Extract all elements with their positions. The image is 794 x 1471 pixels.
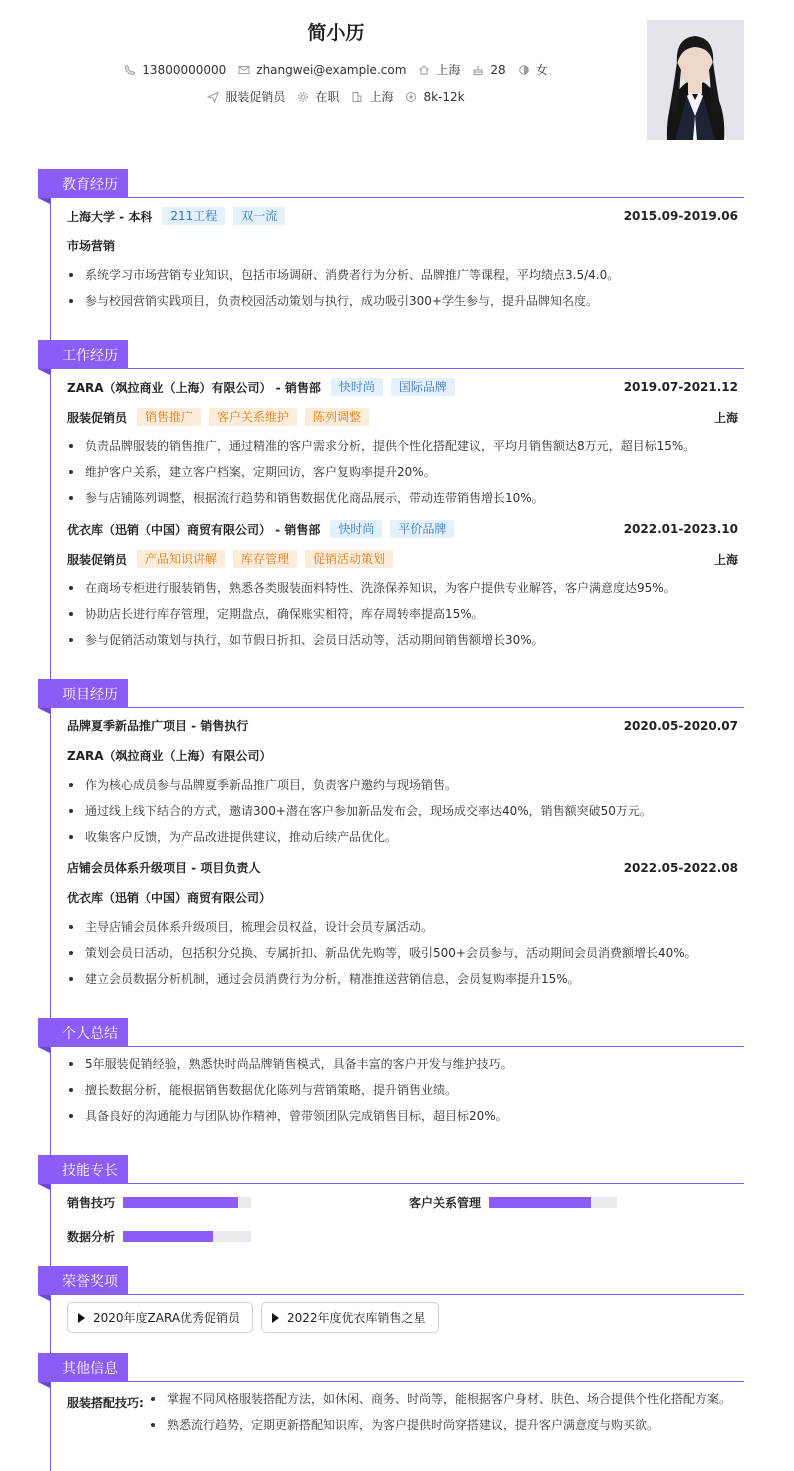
skill-bar-fill: [123, 1231, 213, 1242]
project-bullets: [67, 772, 738, 850]
list-item: 主导店铺会员体系升级项目，梳理会员权益，设计会员专属活动。: [67, 914, 738, 940]
list-item: 策划会员日活动，包括积分兑换、专属折扣、新品优先购等，吸引500+会员参与，活动期间会员消费额增长40%。: [67, 940, 738, 966]
section-header: [38, 169, 744, 198]
tag-badge: 国际品牌: [391, 378, 455, 396]
section-title: 工作经历: [38, 340, 128, 369]
salary-item: [405, 90, 464, 104]
email-text: zhangwei@example.com: [256, 62, 407, 77]
section-divider: [128, 1294, 744, 1295]
tag-badge: 双一流: [233, 207, 285, 225]
tag-badge: 平价品牌: [390, 520, 454, 538]
project-org-row: [67, 889, 738, 906]
list-item: 参与校园营销实践项目，负责校园活动策划与执行，成功吸引300+学生参与，提升品牌知名度。: [67, 288, 738, 314]
other-label: 服装搭配技巧:: [67, 1396, 144, 1410]
coin-icon: [405, 91, 417, 103]
project-org: ZARA（飒拉商业（上海）有限公司）: [67, 749, 272, 763]
email-item: [238, 63, 406, 77]
award-item: [67, 1302, 253, 1333]
job-company-row: [67, 378, 738, 396]
other-section: [38, 1353, 744, 1432]
job-role: 服装促销员: [67, 552, 128, 567]
project-org-row: [67, 747, 738, 764]
job-role-row: [67, 550, 738, 568]
job-bullets: [67, 433, 738, 511]
skill-label: 数据分析: [67, 1230, 116, 1244]
award-label: 2020年度ZARA优秀促销员: [93, 1311, 241, 1325]
section-divider: [128, 197, 744, 198]
job-role-row: [67, 408, 738, 426]
candidate-name: 简小历: [307, 22, 365, 44]
list-item: 参与店铺陈列调整，根据流行趋势和销售数据优化商品展示，带动连带销售增长10%。: [67, 485, 738, 511]
project-dates: 2020.05-2020.07: [623, 718, 738, 733]
play-icon: [78, 1313, 85, 1323]
major-row: [67, 237, 738, 254]
skill-item: [67, 1228, 251, 1245]
play-icon: [272, 1313, 279, 1323]
salary-text: 8k-12k: [423, 89, 465, 104]
section-header: [38, 679, 744, 708]
skill-item: [409, 1194, 617, 1211]
education-dates: 2015.09-2019.06: [623, 209, 738, 223]
section-header: [38, 1018, 744, 1047]
education-row: [67, 207, 738, 225]
project-bullets: [67, 914, 738, 992]
list-item: 维护客户关系，建立客户档案，定期回访，客户复购率提升20%。: [67, 459, 738, 485]
award-item: [261, 1302, 439, 1333]
company-name: ZARA（飒拉商业（上海）有限公司） - 销售部: [67, 380, 321, 395]
gender-icon: [518, 64, 530, 76]
city-text: 上海: [436, 63, 461, 77]
section-divider: [128, 1183, 744, 1184]
skills-section: [38, 1155, 744, 1244]
job-bullets: [67, 575, 738, 653]
list-item: 具备良好的沟通能力与团队协作精神，曾带领团队完成销售目标，超目标20%。: [67, 1103, 738, 1129]
project-row: [67, 859, 738, 876]
projects-section: [38, 679, 744, 986]
list-item: 熟悉流行趋势，定期更新搭配知识库，为客户提供时尚穿搭建议，提升客户满意度与购买欲。: [149, 1412, 738, 1438]
status-text: 在职: [315, 90, 340, 104]
skill-bar: [123, 1231, 251, 1242]
tag-badge: 库存管理: [233, 550, 297, 568]
resume-header: [0, 0, 794, 160]
cake-icon: [472, 64, 484, 76]
tag-badge: 快时尚: [330, 520, 382, 538]
gender-item: [518, 61, 548, 78]
tag-badge: 销售推广: [137, 408, 201, 426]
education-bullets: [67, 262, 738, 314]
tag-badge: 客户关系维护: [209, 408, 297, 426]
tag-badge: 快时尚: [331, 378, 383, 396]
skill-bar: [489, 1197, 617, 1208]
tag-badge: 产品知识讲解: [137, 550, 225, 568]
skill-item: [67, 1194, 251, 1211]
job-location: 上海: [713, 552, 738, 567]
list-item: 通过线上线下结合的方式，邀请300+潜在客户参加新品发布会，现场成交率达40%，销售额突破50万元。: [67, 798, 738, 824]
job-company-row: [67, 520, 738, 538]
skill-label: 销售技巧: [67, 1196, 116, 1210]
project-row: [67, 717, 738, 734]
award-label: 2022年度优衣库销售之星: [287, 1311, 426, 1325]
education-section: [38, 169, 744, 308]
mail-icon: [238, 64, 250, 76]
skill-label: 客户关系管理: [409, 1196, 482, 1210]
job-dates: 2019.07-2021.12: [623, 380, 738, 394]
project-name: 店铺会员体系升级项目 - 项目负责人: [67, 861, 261, 875]
section-title: 项目经历: [38, 679, 128, 708]
gear-icon: [297, 91, 309, 103]
other-bullets: [149, 1386, 738, 1438]
work-section: [38, 340, 744, 647]
age-item: [472, 63, 505, 77]
section-divider: [128, 707, 744, 708]
phone-icon: [124, 64, 136, 76]
skill-bar-fill: [489, 1197, 591, 1208]
section-header: [38, 1155, 744, 1184]
send-icon: [207, 91, 219, 103]
other-label-row: [67, 1394, 144, 1411]
tag-badge: 211工程: [162, 207, 225, 225]
job-title-text: 服装促销员: [225, 90, 286, 104]
section-title: 教育经历: [38, 169, 128, 198]
awards-section: [38, 1266, 744, 1325]
tag-badge: 陈列调整: [305, 408, 369, 426]
section-header: [38, 1353, 744, 1382]
gender-text: 女: [535, 63, 548, 77]
list-item: 5年服装促销经验，熟悉快时尚品牌销售模式，具备丰富的客户开发与维护技巧。: [67, 1051, 738, 1077]
contact-row: [0, 61, 672, 78]
summary-bullets: [67, 1051, 738, 1129]
list-item: 收集客户反馈，为产品改进提供建议，推动后续产品优化。: [67, 824, 738, 850]
list-item: 擅长数据分析，能根据销售数据优化陈列与营销策略，提升销售业绩。: [67, 1077, 738, 1103]
job-title-item: [207, 88, 285, 105]
section-title: 技能专长: [38, 1155, 128, 1184]
section-title: 个人总结: [38, 1018, 128, 1047]
home-icon: [418, 64, 430, 76]
project-name: 品牌夏季新品推广项目 - 销售执行: [67, 719, 249, 733]
section-header: [38, 1266, 744, 1295]
job-intent-row: [0, 88, 672, 105]
profile-photo: [647, 20, 744, 140]
section-title: 其他信息: [38, 1353, 128, 1382]
job-dates: 2022.01-2023.10: [623, 522, 738, 536]
list-item: 负责品牌服装的销售推广，通过精准的客户需求分析，提供个性化搭配建议，平均月销售额达8万元，超目标15%。: [67, 433, 738, 459]
phone-item: [124, 63, 226, 77]
section-divider: [128, 1046, 744, 1047]
skill-bar-fill: [123, 1197, 238, 1208]
status-item: [297, 88, 339, 105]
list-item: 参与促销活动策划与执行，如节假日折扣、会员日活动等，活动期间销售额增长30%。: [67, 627, 738, 653]
company-name: 优衣库（迅销（中国）商贸有限公司） - 销售部: [67, 522, 321, 537]
list-item: 建立会员数据分析机制，通过会员消费行为分析，精准推送营销信息，会员复购率提升15%。: [67, 966, 738, 992]
building-icon: [351, 91, 363, 103]
list-item: 作为核心成员参与品牌夏季新品推广项目，负责客户邀约与现场销售。: [67, 772, 738, 798]
job-location: 上海: [713, 410, 738, 425]
school-name: 上海大学 - 本科: [67, 209, 153, 224]
project-dates: 2022.05-2022.08: [623, 860, 738, 875]
list-item: 在商场专柜进行服装销售，熟悉各类服装面料特性、洗涤保养知识，为客户提供专业解答，客户满意度达95%。: [67, 575, 738, 601]
major-name: 市场营销: [67, 239, 116, 253]
section-header: [38, 340, 744, 369]
tag-badge: 促销活动策划: [305, 550, 393, 568]
summary-section: [38, 1018, 744, 1123]
section-divider: [128, 368, 744, 369]
work-city-text: 上海: [369, 90, 394, 104]
list-item: 掌握不同风格服装搭配方法，如休闲、商务、时尚等，能根据客户身材、肤色、场合提供个性化搭配方案。: [149, 1386, 738, 1412]
section-title: 荣誉奖项: [38, 1266, 128, 1295]
work-city-item: [351, 88, 393, 105]
list-item: 协助店长进行库存管理，定期盘点，确保账实相符，库存周转率提高15%。: [67, 601, 738, 627]
section-divider: [128, 1381, 744, 1382]
age-text: 28: [490, 62, 506, 77]
project-org: 优衣库（迅销（中国）商贸有限公司）: [67, 891, 272, 905]
phone-text: 13800000000: [142, 62, 227, 77]
city-item: [418, 61, 460, 78]
list-item: 系统学习市场营销专业知识，包括市场调研、消费者行为分析、品牌推广等课程，平均绩点3.5/4.0。: [67, 262, 738, 288]
job-role: 服装促销员: [67, 410, 128, 425]
skill-bar: [123, 1197, 251, 1208]
